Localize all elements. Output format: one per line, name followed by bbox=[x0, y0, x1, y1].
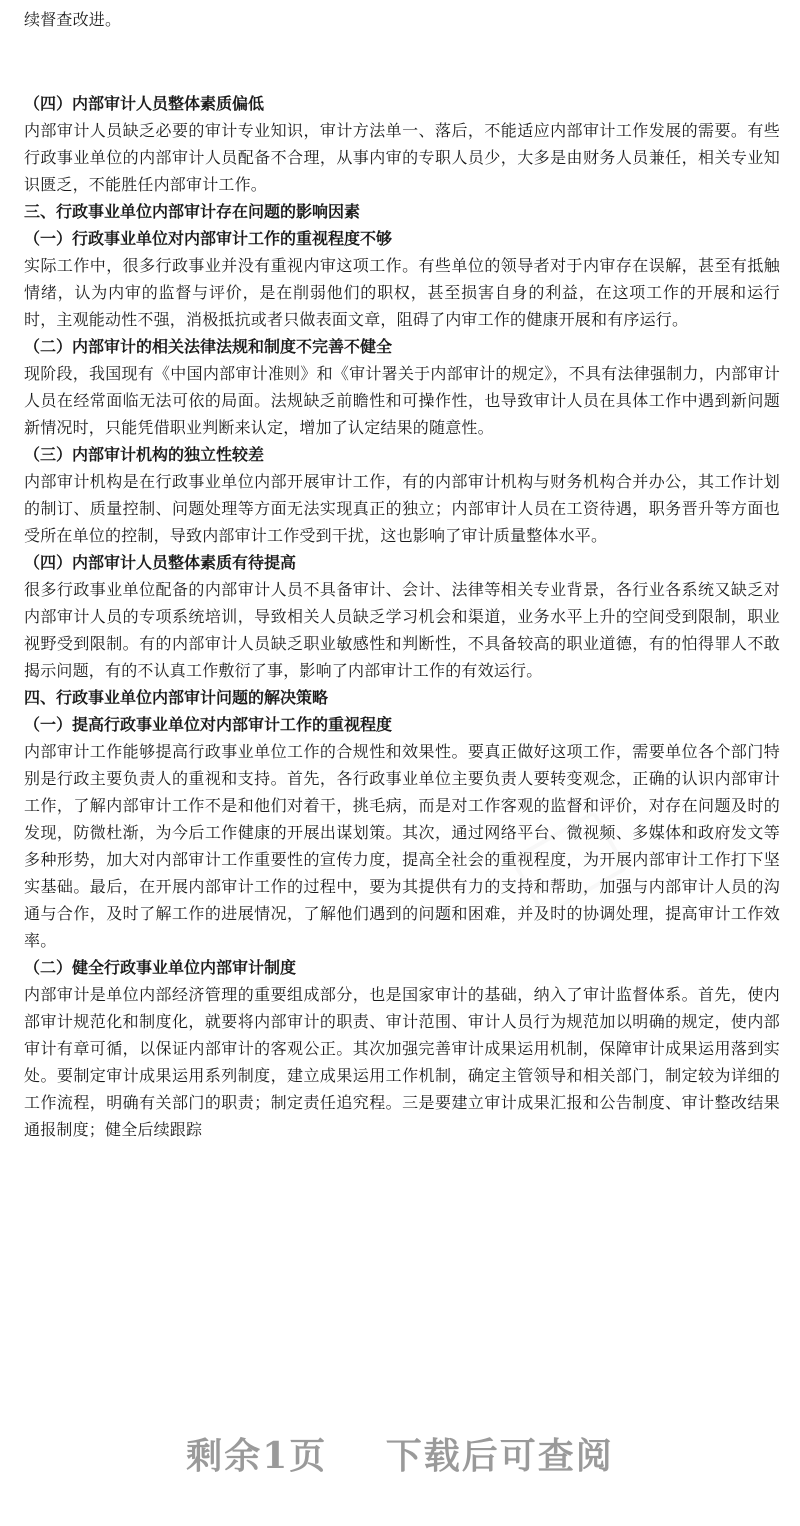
section-heading: （一）提高行政事业单位对内部审计工作的重视程度 bbox=[24, 715, 393, 734]
section-heading: （四）内部审计人员整体素质有待提高 bbox=[24, 553, 297, 572]
section-heading: 四、行政事业单位内部审计问题的解决策略 bbox=[24, 688, 329, 707]
section-heading: （二）健全行政事业单位内部审计制度 bbox=[24, 958, 297, 977]
remaining-pages-label: 剩余1页 bbox=[186, 1435, 328, 1477]
body-paragraph: 很多行政事业单位配备的内部审计人员不具备审计、会计、法律等相关专业背景，各行业各系统又缺乏对内部审计人员的专项系统培训，导致相关人员缺乏学习机会和渠道，业务水平上升的空间受到限制，职业视野受到限制。有的内部审计人员缺乏职业敏感性和判断性，不具备较高的职业道德，有的怕得罪人不敢揭示问题，有的不认真工作敷衍了事，影响了内部审计工作的有效运行。 bbox=[24, 580, 780, 680]
section-heading: 三、行政事业单位内部审计存在问题的影响因素 bbox=[24, 202, 361, 221]
section-heading: （一）行政事业单位对内部审计工作的重视程度不够 bbox=[24, 229, 393, 248]
body-paragraph: 内部审计人员缺乏必要的审计专业知识，审计方法单一、落后，不能适应内部审计工作发展的需要。有些行政事业单位的内部审计人员配备不合理，从事内审的专职人员少，大多是由财务人员兼任，相关专业知识匮乏，不能胜任内部审计工作。 bbox=[24, 121, 780, 194]
body-paragraph: 现阶段，我国现有《中国内部审计准则》和《审计署关于内部审计的规定》，不具有法律强制力，内部审计人员在经常面临无法可依的局面。法规缺乏前瞻性和可操作性，也导致审计人员在具体工作中遇到新问题新情况时，只能凭借职业判断来认定，增加了认定结果的随意性。 bbox=[24, 364, 780, 437]
body-paragraph: 实际工作中，很多行政事业并没有重视内审这项工作。有些单位的领导者对于内审存在误解，甚至有抵触情绪，认为内审的监督与评价，是在削弱他们的职权，甚至损害自身的利益，在这项工作的开展和运行时，主观能动性不强，消极抵抗或者只做表面文章，阻碍了内审工作的健康开展和有序运行。 bbox=[24, 256, 780, 329]
section-heading: （四）内部审计人员整体素质偏低 bbox=[24, 94, 265, 113]
body-paragraph: 内部审计机构是在行政事业单位内部开展审计工作，有的内部审计机构与财务机构合并办公，其工作计划的制订、质量控制、问题处理等方面无法实现真正的独立；内部审计人员在工资待遇，职务晋升等方面也受所在单位的控制，导致内部审计工作受到干扰，这也影响了审计质量整体水平。 bbox=[24, 472, 780, 545]
top-text-fragment: 续督查改进。 bbox=[24, 10, 122, 29]
body-paragraph: 内部审计是单位内部经济管理的重要组成部分，也是国家审计的基础，纳入了审计监督体系。首先，使内部审计规范化和制度化，就要将内部审计的职责、审计范围、审计人员行为规范加以明确的规定，使内部审计有章可循，以保证内部审计的客观公正。其次加强完善审计成果运用机制，保障审计成果运用落到实处。要制定审计成果运用系列制度，建立成果运用工作机制，确定主管领导和相关部门，制定较为详细的工作流程，明确有关部门的职责；制定责任追究程。三是要建立审计成果汇报和公告制度、审计整改结果通报制度；健全后续跟踪 bbox=[24, 985, 780, 1139]
download-prompt-banner[interactable] bbox=[0, 1428, 800, 1479]
download-to-view-label[interactable]: 下载后可查阅 bbox=[385, 1435, 614, 1477]
section-heading: （二）内部审计的相关法律法规和制度不完善不健全 bbox=[24, 337, 393, 356]
body-paragraph: 内部审计工作能够提高行政事业单位工作的合规性和效果性。要真正做好这项工作，需要单位各个部门特别是行政主要负责人的重视和支持。首先，各行政事业单位主要负责人要转变观念，正确的认识内部审计工作，了解内部审计工作不是和他们对着干，挑毛病，而是对工作客观的监督和评价，对存在问题及时的发现，防微杜渐，为今后工作健康的开展出谋划策。其次，通过网络平台、微视频、多媒体和政府发文等多种形势，加大对内部审计工作重要性的宣传力度，提高全社会的重视程度，为开展内部审计工作打下坚实基础。最后，在开展内部审计工作的过程中，要为其提供有力的支持和帮助，加强与内部审计人员的沟通与合作，及时了解工作的进展情况，了解他们遇到的问题和困难，并及时的协调处理，提高审计工作效率。 bbox=[24, 742, 780, 950]
section-heading: （三）内部审计机构的独立性较差 bbox=[24, 445, 265, 464]
document-body bbox=[24, 90, 780, 1143]
